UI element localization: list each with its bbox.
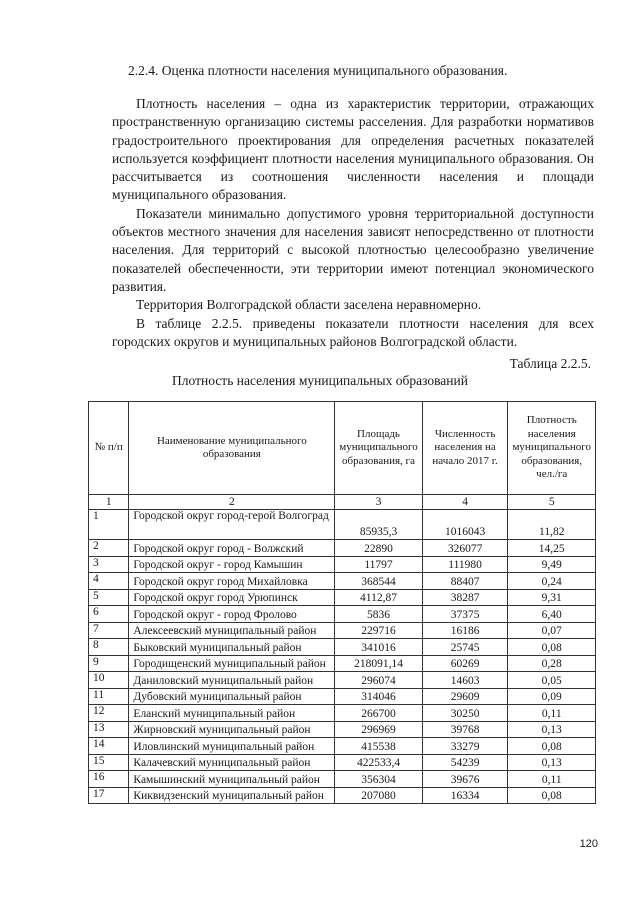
row-population: 38287 [422,589,508,606]
table-row [89,622,596,639]
row-density: 0,08 [508,639,596,656]
row-area: 22890 [335,540,423,557]
header-num: № п/п [89,402,129,495]
table-row [89,589,596,606]
row-area: 296969 [335,721,423,738]
table-row [89,639,596,656]
row-population: 1016043 [422,510,508,540]
row-num: 17 [89,787,129,804]
row-density: 0,09 [508,688,596,705]
row-num: 14 [89,738,129,755]
row-area: 85935,3 [335,510,423,540]
row-num: 1 [89,510,129,540]
row-num: 6 [89,606,129,623]
row-area: 422533,4 [335,754,423,771]
header-area: Площадь муниципального образования, га [335,402,423,495]
paragraph: Плотность населения – одна из характеристик территории, отражающих пространственную организацию системы расселения. Для разработки нормативов градостроительного проектирования для определения расчетных показателей используется коэффициент плотности населения муниципального образования. Он рассчитывается из соотношения численности населения и площади муниципального образования. [112,96,594,203]
section-heading: 2.2.4. Оценка плотности населения муниципального образования. [128,63,508,78]
row-density: 0,07 [508,622,596,639]
row-population: 111980 [422,556,508,573]
row-area: 356304 [335,771,423,788]
row-area: 11797 [335,556,423,573]
row-name: Камышинский муниципальный район [129,771,335,788]
row-num: 15 [89,754,129,771]
row-density: 0,24 [508,573,596,590]
row-name: Жирновский муниципальный район [129,721,335,738]
table-row [89,705,596,722]
table-row [89,510,596,540]
row-area: 341016 [335,639,423,656]
row-population: 25745 [422,639,508,656]
paragraph: Показатели минимально допустимого уровня территориальной доступности объектов местного значения для населения зависят непосредственно от плотности населения. Для территорий с высокой плотностью целесообразно увеличение показателей обеспеченности, эти территории имеют потенциал экономического развития. [112,205,594,294]
column-index-row [89,495,596,510]
table-row [89,672,596,689]
paragraph: В таблице 2.2.5. приведены показатели плотности населения для всех городских округов и муниципальных районов Волгоградской области. [112,315,594,349]
table-row [89,721,596,738]
paragraph: Территория Волгоградской области заселена неравномерно. [136,297,482,313]
row-density: 0,11 [508,771,596,788]
row-population: 60269 [422,655,508,672]
row-num: 4 [89,573,129,590]
row-num: 11 [89,688,129,705]
row-area: 229716 [335,622,423,639]
row-name: Городской округ город - Волжский [129,540,335,557]
column-index: 1 [89,495,129,510]
row-population: 16186 [422,622,508,639]
row-name: Городской округ город Михайловка [129,573,335,590]
row-population: 326077 [422,540,508,557]
row-population: 39676 [422,771,508,788]
row-area: 266700 [335,705,423,722]
row-area: 5836 [335,606,423,623]
row-area: 218091,14 [335,655,423,672]
header-population: Численность населения на начало 2017 г. [422,402,508,495]
row-name: Калачевский муниципальный район [129,754,335,771]
row-density: 14,25 [508,540,596,557]
row-name: Алексеевский муниципальный район [129,622,335,639]
row-area: 207080 [335,787,423,804]
row-area: 415538 [335,738,423,755]
table-row [89,606,596,623]
row-num: 2 [89,540,129,557]
column-index: 3 [335,495,423,510]
row-num: 16 [89,771,129,788]
row-name: Городской округ город Урюпинск [129,589,335,606]
row-num: 8 [89,639,129,656]
column-index: 4 [422,495,508,510]
row-name: Киквидзенский муниципальный район [129,787,335,804]
row-name: Городской округ город-герой Волгоград [129,510,335,540]
row-num: 12 [89,705,129,722]
row-density: 0,13 [508,721,596,738]
table-row [89,771,596,788]
row-num: 5 [89,589,129,606]
row-num: 3 [89,556,129,573]
column-index: 2 [129,495,335,510]
table-row [89,787,596,804]
row-num: 9 [89,655,129,672]
table-title: Плотность населения муниципальных образований [172,373,468,388]
table-header-row [89,402,596,495]
row-density: 0,05 [508,672,596,689]
row-name: Даниловский муниципальный район [129,672,335,689]
row-density: 0,13 [508,754,596,771]
row-name: Иловлинский муниципальный район [129,738,335,755]
row-area: 314046 [335,688,423,705]
header-density: Плотность населения муниципального образования, чел./га [508,402,596,495]
table-row [89,655,596,672]
row-density: 9,49 [508,556,596,573]
column-index: 5 [508,495,596,510]
table-row [89,556,596,573]
table-body [89,510,596,804]
row-population: 16334 [422,787,508,804]
table-row [89,573,596,590]
row-population: 30250 [422,705,508,722]
row-density: 0,08 [508,787,596,804]
row-name: Еланский муниципальный район [129,705,335,722]
row-population: 54239 [422,754,508,771]
row-num: 13 [89,721,129,738]
body-text [112,95,594,351]
row-name: Дубовский муниципальный район [129,688,335,705]
row-density: 0,28 [508,655,596,672]
row-area: 4112,87 [335,589,423,606]
row-density: 9,31 [508,589,596,606]
page-number: 120 [579,838,598,850]
row-density: 0,11 [508,705,596,722]
density-table [88,401,596,804]
row-population: 88407 [422,573,508,590]
header-name: Наименование муниципального образования [129,402,335,495]
table-row [89,738,596,755]
row-population: 29609 [422,688,508,705]
row-density: 11,82 [508,510,596,540]
row-area: 368544 [335,573,423,590]
row-density: 6,40 [508,606,596,623]
row-population: 33279 [422,738,508,755]
table-caption: Таблица 2.2.5. [509,356,591,371]
table-row [89,754,596,771]
row-num: 10 [89,672,129,689]
table-row [89,688,596,705]
row-name: Быковский муниципальный район [129,639,335,656]
row-area: 296074 [335,672,423,689]
row-num: 7 [89,622,129,639]
row-name: Городской округ - город Камышин [129,556,335,573]
row-population: 14603 [422,672,508,689]
row-population: 37375 [422,606,508,623]
row-density: 0,08 [508,738,596,755]
row-population: 39768 [422,721,508,738]
row-name: Городищенский муниципальный район [129,655,335,672]
table-row [89,540,596,557]
row-name: Городской округ - город Фролово [129,606,335,623]
